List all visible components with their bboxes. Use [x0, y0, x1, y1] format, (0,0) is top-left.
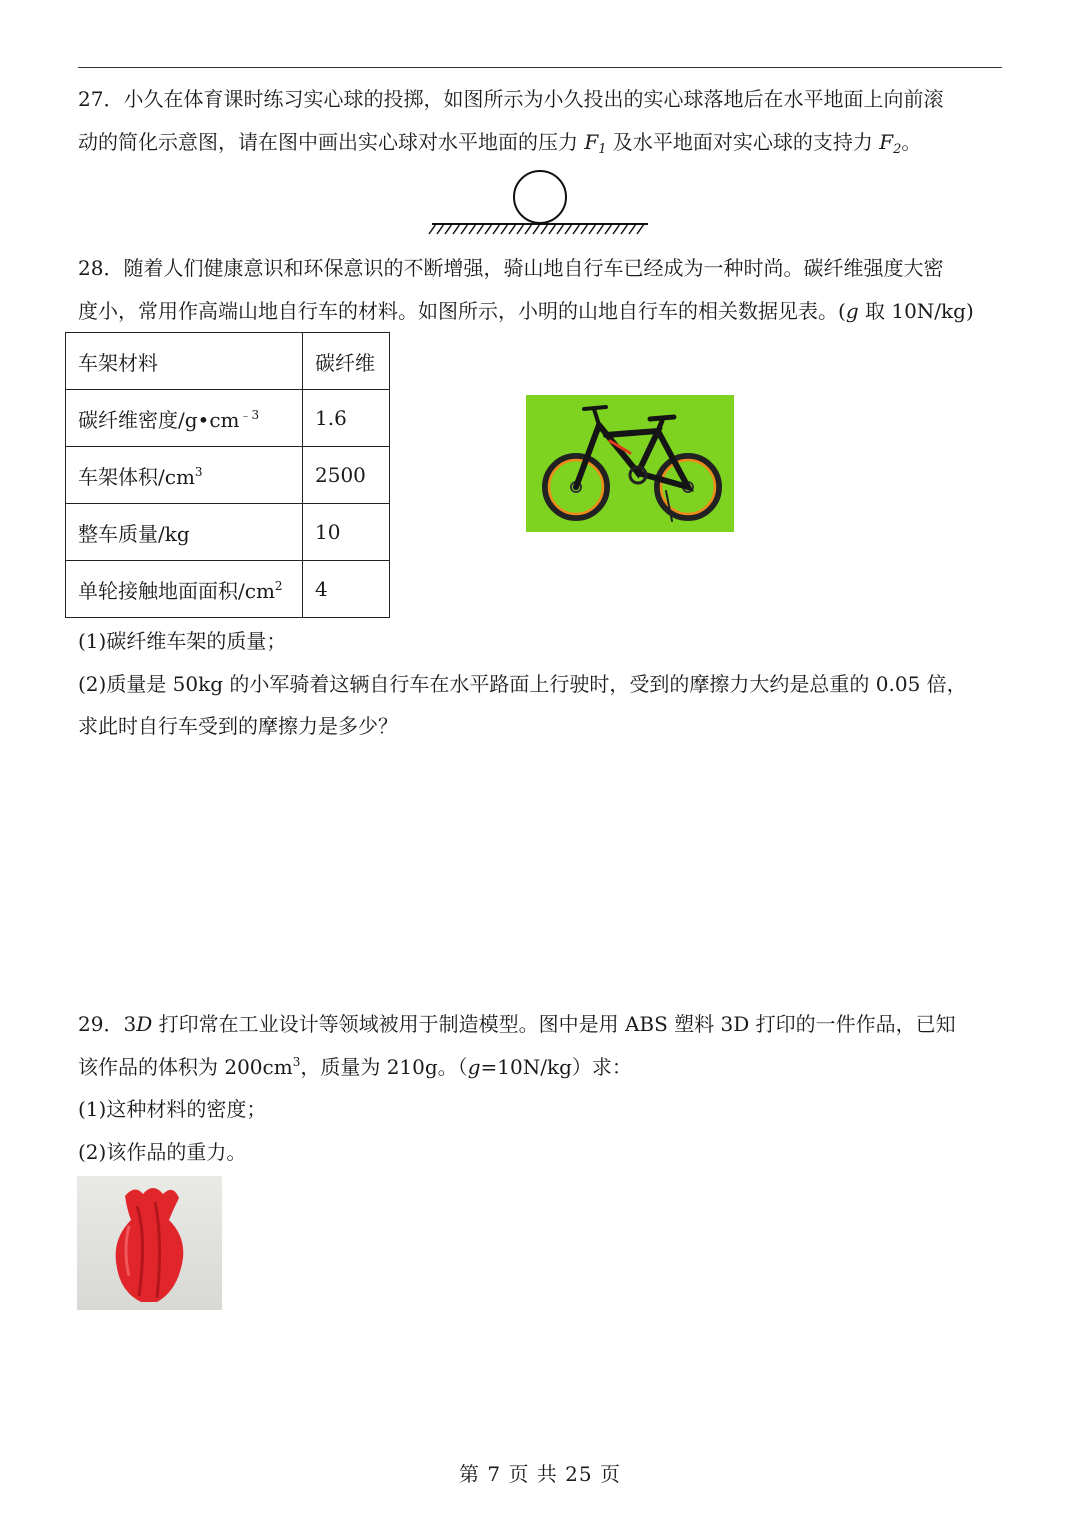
q28-line1: 28．随着人们健康意识和环保意识的不断增强，骑山地自行车已经成为一种时尚。碳纤维强度大密	[78, 256, 944, 280]
q28-sub-question-2-line2: 求此时自行车受到的摩擦力是多少？	[78, 714, 398, 738]
bike-data-table	[65, 332, 390, 618]
red-vase-photo	[77, 1176, 222, 1310]
page-number-footer: 第 7 页 共 25 页	[459, 1462, 621, 1486]
table-label-cell: 单轮接触地面面积$/cm^2$	[66, 561, 303, 618]
table-row	[66, 447, 390, 504]
table-row	[66, 561, 390, 618]
table-row	[66, 333, 390, 390]
ground-hatching	[429, 224, 644, 234]
q29-line1: 29．3D 打印常在工业设计等领域被用于制造模型。图中是用 ABS 塑料 3D 打印的一件作品，已知	[78, 1012, 956, 1036]
table-label-cell: 整车质量/kg	[66, 504, 303, 561]
table-label-cell: 碳纤维密度$/g•cm^{﹣3}$	[66, 390, 303, 447]
table-value-cell: 2500	[303, 447, 390, 504]
q29-sub-question-1: (1)这种材料的密度；	[78, 1097, 267, 1121]
q29-sub-question-2: (2)该作品的重力。	[78, 1140, 247, 1164]
q27-line1: 27．小久在体育课时练习实心球的投掷，如图所示为小久投出的实心球落地后在水平地面上向前滚	[78, 87, 944, 111]
q28-sub-question-2-line1: (2)质量是 50kg 的小军骑着这辆自行车在水平路面上行驶时，受到的摩擦力大约是总重的 0.05 倍，	[78, 672, 967, 696]
table-value-cell: 4	[303, 561, 390, 618]
q27-line2: 动的简化示意图，请在图中画出实心球对水平地面的压力 $F_1$ 及水平地面对实心球的支持力 $F_2$。	[78, 130, 922, 157]
table-value-cell: 10	[303, 504, 390, 561]
table-row	[66, 504, 390, 561]
ball	[514, 171, 566, 223]
ball-on-ground-diagram	[428, 170, 652, 238]
header-rule	[78, 67, 1002, 68]
table-value-cell: 碳纤维	[303, 333, 390, 390]
table-value-cell: 1.6	[303, 390, 390, 447]
table-row	[66, 390, 390, 447]
table-label-cell: 车架材料	[66, 333, 303, 390]
q28-sub-question-1: (1)碳纤维车架的质量；	[78, 629, 287, 653]
q29-line2: 该作品的体积为 $200cm^3$，质量为 210g。（g=10N/kg）求：	[78, 1055, 632, 1079]
q28-line2: 度小，常用作高端山地自行车的材料。如图所示，小明的山地自行车的相关数据见表。(g 取 10N/kg)	[78, 299, 974, 323]
table-label-cell: 车架体积$/cm^3$	[66, 447, 303, 504]
bicycle-photo	[526, 395, 734, 532]
